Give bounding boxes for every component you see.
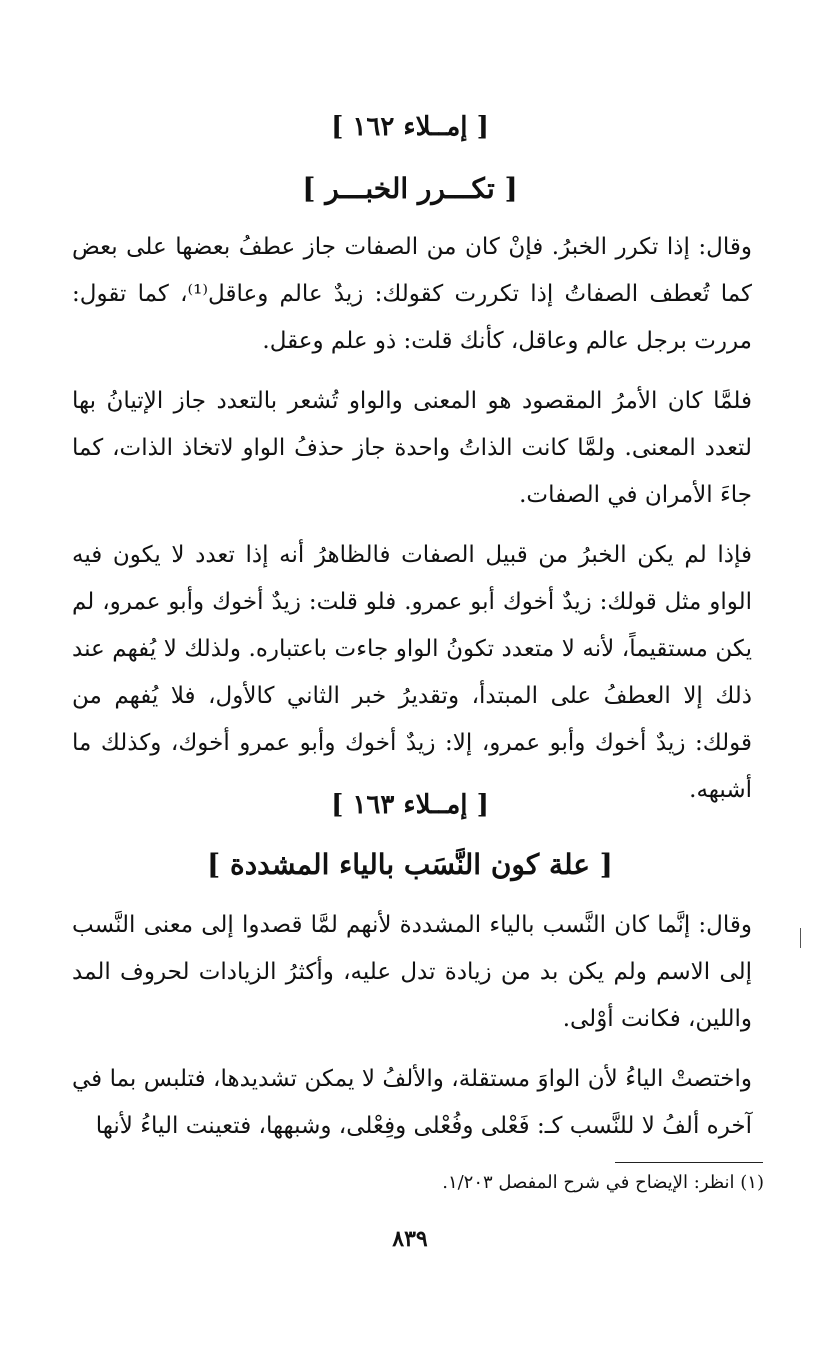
paragraph-163-1: وقال: إنَّما كان النَّسب بالياء المشددة لأنهم لمَّا قصدوا إلى معنى النَّسب إلى الاسم ولم يكن بد من زيادة تدل عليه، وأكثرُ الزيادات لحروف المد واللين، فكانت أوْلى. [72, 912, 752, 1032]
imla-162-heading: [ إمــلاء ١٦٢ ] [331, 112, 489, 142]
page-number: ٨٣٩ [392, 1226, 428, 1252]
paragraph-163-2: واختصتْ الياءُ لأن الواوَ مستقلة، والألفُ لا يمكن تشديدها، فتلبس بما في آخره ألفُ لا للنَّسب كـ: فَعْلى وفُعْلى وفِعْلى، وشبهها، فتعينت الياءُ لأنها [72, 1066, 752, 1139]
paragraph-162-1: وقال: إذا تكرر الخبرُ. فإنْ كان من الصفات جاز عطفُ بعضها على بعض كما تُعطف الصفاتُ إذا تكررت كقولك: زيدٌ عالم وعاقل⁽¹⁾، كما تقول: مررت برجل عالم وعاقل، كأنك قلت: ذو علم وعقل. [72, 234, 753, 354]
margin-mark [800, 928, 801, 948]
section-title-nisba: [ علة كون النَّسَب بالياء المشددة ] [207, 848, 613, 881]
footnote-divider [615, 1162, 763, 1163]
imla-163-heading: [ إمــلاء ١٦٣ ] [331, 790, 489, 820]
footnote: (١) انظر: الإيضاح في شرح المفصل ١/٢٠٣. [442, 1172, 764, 1193]
section-title-repeated-predicate: [ تكـــرر الخبـــر ] [302, 172, 518, 205]
paragraph-162-2: فلمَّا كان الأمرُ المقصود هو المعنى والواو تُشعر بالتعدد جاز الإتيانُ بها لتعدد المعنى. ولمَّا كانت الذاتُ واحدة جاز حذفُ الواو لاتخاذ الذات، كما جاءَ الأمران في الصفات. [72, 388, 752, 508]
paragraph-162-3: فإذا لم يكن الخبرُ من قبيل الصفات فالظاهرُ أنه إذا تعدد لا يكون فيه الواو مثل قولك: زيدٌ أخوك أبو عمرو. فلو قلت: زيدٌ أخوك وأبو عمرو، لم يكن مستقيماً، لأنه لا متعدد تكونُ الواو جاءت باعتباره. ولذلك لا يُفهم عند ذلك إلا العطفُ على المبتدأ، وتقديرُ خبر الثاني كالأول، فلا يُفهم من قولك: زيدٌ أخوك وأبو عمرو، إلا: زيدٌ أخوك وأبو عمرو أخوك، وكذلك ما أشبهه. [72, 542, 752, 803]
